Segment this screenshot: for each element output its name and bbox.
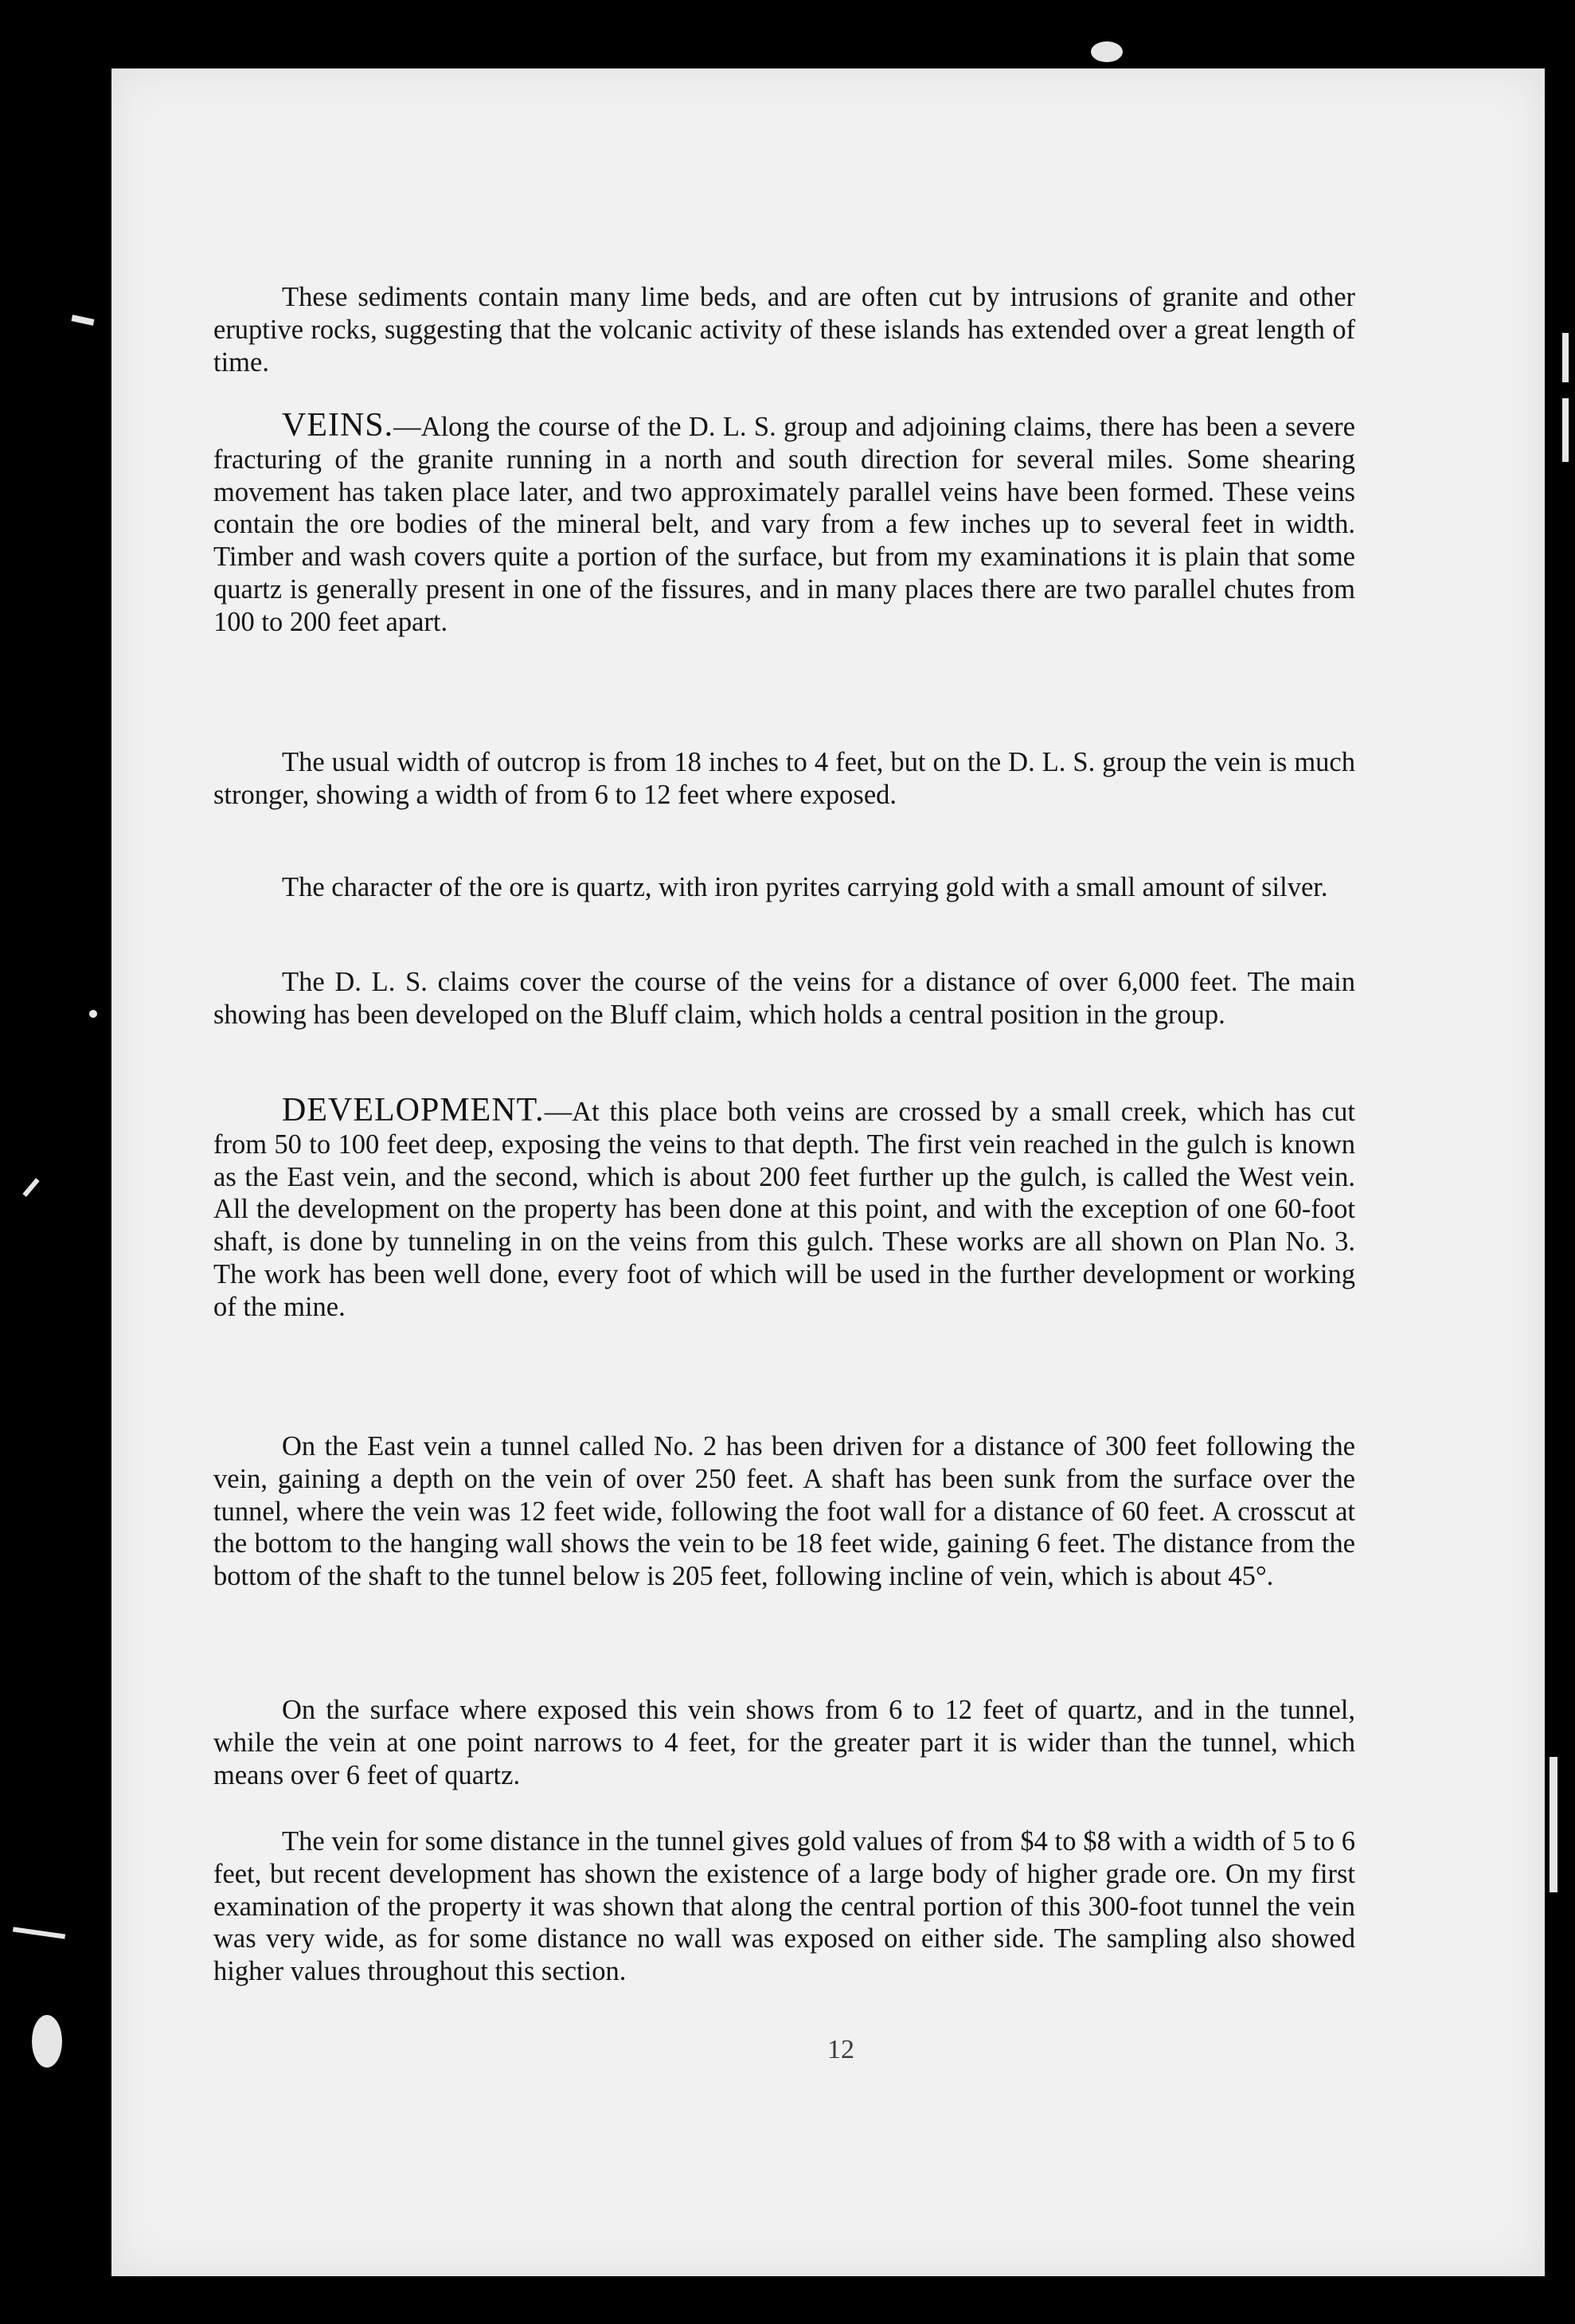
scan-artifact <box>89 1010 97 1018</box>
paragraph-text: On the East vein a tunnel called No. 2 has been driven for a distance of 300 feet following the vein, gaining a depth on the vein of over 250 feet. A shaft has been sunk from the surface over the tunnel, where the vein was 12 feet wide, following the foot wall for a distance of 60 feet. A crosscut at the bottom to the hanging wall shows the vein to be 18 feet wide, gaining 6 feet. The distance from the bottom of the shaft to the tunnel below is 205 feet, following incline of vein, which is about 45°. <box>213 1431 1355 1592</box>
paragraph-text: These sediments contain many lime beds, and are often cut by intrusions of granite and other eruptive rocks, suggesting that the volcanic activity of these islands has extended over a great length of time. <box>213 282 1355 378</box>
paragraph-veins <box>213 409 1355 639</box>
paragraph-development <box>213 1094 1355 1324</box>
paragraph-text: The D. L. S. claims cover the course of the veins for a distance of over 6,000 feet. The main showing has been developed on the Bluff claim, which holds a central position in the group. <box>213 967 1355 1030</box>
paragraph-surface-quartz <box>213 1692 1355 1791</box>
paragraph-text: On the surface where exposed this vein shows from 6 to 12 feet of quartz, and in the tunnel, while the vein at one point narrows to 4 feet, for the greater part it is wider than the tunnel, which means over 6 feet of quartz. <box>213 1695 1355 1790</box>
paragraph-text: —At this place both veins are crossed by a small creek, which has cut from 50 to 100 feet deep, exposing the veins to that depth. The first vein reached in the gulch is known as the East vein, and the second, which is about 200 feet further up the gulch, is called the West vein. All the development on the property has been done at this point, and with the exception of one 60-foot shaft, is done by tunneling in on the veins from this gulch. These works are all shown on Plan No. 3. The work has been well done, every foot of which will be used in the further development or working of the mine. <box>213 1097 1355 1322</box>
section-heading-development: DEVELOPMENT. <box>282 1092 545 1129</box>
page-number: 12 <box>827 2035 854 2064</box>
scan-artifact <box>13 1927 65 1939</box>
paragraph-ore-character <box>213 870 1355 904</box>
scan-artifact <box>22 1178 39 1197</box>
scan-artifact <box>1562 398 1569 462</box>
paragraph-text: The character of the ore is quartz, with iron pyrites carrying gold with a small amount of silver. <box>282 872 1328 902</box>
paragraph-sediments <box>213 280 1355 378</box>
paragraph-text: —Along the course of the D. L. S. group and adjoining claims, there has been a severe fracturing of the granite running in a north and south direction for several miles. Some shearing movement has taken place later, and two approximately parallel veins have been formed. These veins contain the ore bodies of the mineral belt, and vary from a few inches up to several feet in width. Timber and wash covers quite a portion of the surface, but from my examinations it is plain that some quartz is generally present in one of the fissures, and in many places there are two parallel chutes from 100 to 200 feet apart. <box>213 412 1355 637</box>
paragraph-east-vein <box>213 1429 1355 1593</box>
paragraph-claims <box>213 964 1355 1031</box>
scan-artifact <box>32 2015 62 2068</box>
paragraph-text: The usual width of outcrop is from 18 inches to 4 feet, but on the D. L. S. group the vein is much stronger, showing a width of from 6 to 12 feet where exposed. <box>213 747 1355 810</box>
scan-artifact <box>1550 1757 1557 1829</box>
scan-artifact <box>1091 41 1123 62</box>
scan-artifact <box>1562 333 1569 382</box>
section-heading-veins: VEINS. <box>282 407 394 444</box>
scan-artifact <box>1550 1829 1557 1892</box>
paragraph-text: The vein for some distance in the tunnel gives gold values of from $4 to $8 with a width of 5 to 6 feet, but recent development has shown the existence of a large body of higher grade ore. On my first examination of the property it was shown that along the central portion of this 300-foot tunnel the vein was very wide, as for some distance no wall was exposed on either side. The sampling also showed higher values throughout this section. <box>213 1826 1355 1987</box>
scan-artifact <box>71 315 94 326</box>
paragraph-gold-values <box>213 1824 1355 1988</box>
paragraph-outcrop-width <box>213 745 1355 812</box>
